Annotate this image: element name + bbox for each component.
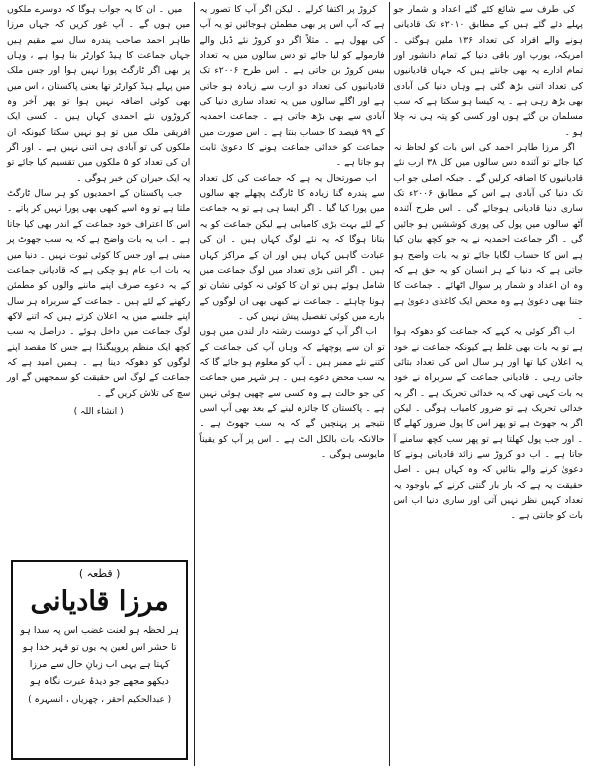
- paragraph: اب اگر کوئی یہ کہے کہ جماعت کو دھوکہ ہوا ہے تو یہ بات بھی غلط ہے کیونکہ جماعت نے خود یہ اعلان کیا تھا اور ہر سال اس کی تعداد بتائی جاتی رہی ۔ قادیانی جماعت کے سربراہ نے خود یہ بات کہی تھی کہ یہ خدائی تحریک ہے ۔ اگر یہ خدائی تحریک ہے تو ضرور کامیاب ہوگی ۔ لیکن اگر یہ جھوٹ ہے تو پھر اس کا پول ضرور کھلے گا ۔ اور جب پول کھلتا ہے تو پھر سب کچھ سامنے آ جاتا ہے ۔ اب دو کروڑ سے زائد قادیانی ہونے کا دعویٰ کرنے والے بتائیں کہ وہ کہاں ہیں ۔ اصل حقیقت یہ ہے کہ بار بار گنتی کرنے کے باوجود یہ تعداد کہیں نظر نہیں آتی اور ساری دنیا اب اس بات کو جانتی ہے ۔: [393, 326, 583, 522]
- paragraph: اب صورتحال یہ ہے کہ جماعت کی کل تعداد سے پندرہ گنا زیادہ کا ٹارگٹ پچھلے چھ سالوں میں پورا کیا گیا ۔ اگر ایسا ہی ہے تو یہ جماعت کے لئے بہت بڑی کامیابی ہے لیکن جماعت کو یہ بتانا ہوگا کہ یہ نئے لوگ کہاں ہیں ۔ ان کی عبادت گاہیں کہاں ہیں اور ان کے مراکز کہاں ہیں ۔ اگر اتنی بڑی تعداد میں لوگ جماعت میں شامل ہوئے ہیں تو ان کا کوئی نہ کوئی نشان تو ہونا چاہئے ۔ جماعت نے کبھی بھی ان لوگوں کے بارے میں کوئی تفصیل پیش نہیں کی ۔: [199, 172, 385, 322]
- poem-title: مرزا قادیانی: [30, 586, 169, 617]
- paragraph: میں ۔ ان کا یہ جواب ہوگا کہ دوسرے ملکوں میں ہوں گے ۔ آپ غور کریں کہ جہاں مرزا طاہر احمد صاحب پندرہ سال سے مقیم ہیں جہاں جماعت کا ہیڈ کوارٹر بنا ہوا ہے ، وہاں پر بھی اگر ٹارگٹ پورا نہیں ہوا اور جس ملک میں پہلے ہیڈ کوارٹر تھا یعنی پاکستان ، اس میں بھی کوئی اضافہ نہیں ہوا تو پھر آخر وہ کروڑوں نئے احمدی کہاں ہیں ۔ کسی ایک افریقی ملک میں تو ہو نہیں سکتا کیونکہ ان ملکوں کی تو آبادی ہی اتنی نہیں ہے ۔ اور اگر ان کی تعداد کو ۵ ملکوں میں تقسیم کیا جائے تو یہ ایک حیران کن خبر ہوگی ۔: [6, 4, 191, 184]
- paragraph: اگر مرزا طاہر احمد کی اس بات کو لحاظ نہ کیا جائے تو آئندہ دس سالوں میں کل ۳۸ ارب نئے قادیانیوں کا اضافہ کرلیں گے ۔ جبکہ اصلی جو اب تک دنیا کی آبادی ہے اس کے مطابق ۲۰۰۶ء تک ساری دنیا قادیانی ہوجائے گی ۔ اس طرح آئندہ آٹھ سالوں میں پول کی پوری کوششیں ہو جائیں گی ۔ اگر جماعت احمدیہ نے یہ جو کچھ بیان کیا ہے اس کا حساب لگایا جائے تو یہ بات واضح ہو جاتی ہے کہ دنیا کے ہر انسان کو یہ حق ہے کہ وہ ان اعداد و شمار پر سوال اٹھائے ۔ جماعت کا جتنا بھی دعویٰ ہے وہ محض ایک کاغذی دعویٰ ہے ۔: [393, 142, 583, 322]
- poem-line: تا حشر اس لعین پہ یوں تو قہر خدا ہو: [22, 642, 177, 653]
- poem-line: ہر لحظہ ہو لعنت غضب اس پہ سدا ہو: [20, 625, 179, 636]
- paragraph: کی طرف سے شائع کئے گئے اعداد و شمار جو پہلے دئے گئے ہیں کے مطابق ۲۰۱۰ء تک قادیانی ہونے والے افراد کی تعداد ۱۳۶ ملین ہوگئی ۔ امریکہ، یورپ اور باقی دنیا کے تمام دانشور اور تمام ادارے یہ بھی جانتے ہیں کہ جہاں قادیانیوں کی تعداد اتنی بڑھ گئی ہے وہاں دنیا کی آبادی بھی بڑھ رہی ہے ۔ یہ کیسا ہو سکتا ہے کہ سب مسلمان بن گئے ہوں اور کسی کو پتہ ہی نہ چلا ہو ۔: [393, 4, 583, 138]
- paragraph: جب پاکستان کے احمدیوں کو ہر سال ٹارگٹ ملتا ہے تو وہ اسے کبھی بھی پورا نہیں کر پاتے ۔ اس کا اعتراف خود جماعت کے اندر بھی کیا جاتا ہے ۔ اب یہ بات واضح ہے کہ یہ سب جھوٹ پر مبنی ہے اور جس کا کوئی ثبوت نہیں ۔ دنیا میں یہ بات اب عام ہو چکی ہے کہ قادیانی جماعت کے یہ دعوے صرف اپنے ماننے والوں کو مطمئن رکھنے کے لئے ہیں ۔ جماعت کے سربراہ ہر سال اپنے جلسے میں یہ اعلان کرتے ہیں کہ اتنے لاکھ لوگ جماعت میں داخل ہوئے ۔ دراصل یہ سب کچھ ایک منظم پروپیگنڈا ہے جس کا مقصد اپنے لوگوں کو دھوکہ دینا ہے ۔ ہمیں امید ہے کہ جماعت کے لوگ اس حقیقت کو سمجھیں گے اور سچ کی تلاش کریں گے ۔: [6, 188, 191, 399]
- article-column-middle: [195, 2, 388, 766]
- paragraph: اب اگر آپ کے دوست رشتہ دار لندن میں ہوں تو ان سے پوچھئے کہ وہاں آپ کی جماعت کے کتنے نئے ممبر ہیں ۔ آپ کو معلوم ہو جائے گا کہ یہ سب محض دعوے ہیں ۔ ہر شہر میں جماعت کی جو حالت ہے وہ کسی سے چھپی ہوئی نہیں ہے ۔ پاکستان کا جائزہ لینے کے بعد بھی آپ اسی نتیجے پر پہنچیں گے کہ یہ سب جھوٹ ہے ۔ حالانکہ بات بالکل الٹ ہے ۔ اس پر آپ کو یقیناً مایوسی ہوگی ۔: [199, 326, 385, 460]
- paragraph: کروڑ پر اکتفا کرلے ۔ لیکن اگر آپ کا تصور یہ ہے کہ آپ اس پر بھی مطمئن ہوجائیں تو یہ آپ کی بھول ہے ۔ مثلاً اگر دو کروڑ نئے ڈبل والے فارمولے کو لیا جائے تو دس سالوں میں یہ تعداد بیس کروڑ بن جاتی ہے ۔ اس طرح ۲۰۰۶ء تک قادیانیوں کی تعداد دو ارب سے زیادہ ہو جاتی ہے اور اگلے سالوں میں یہ تعداد ساری دنیا کی آبادی سے بھی بڑھ جاتی ہے ۔ جماعت احمدیہ کے ۹۹ فیصد کا حساب بنتا ہے ۔ اس صورت میں جماعت کو خدائی جماعت ہونے کا دعویٰ ثابت ہو جاتا ہے ۔: [199, 4, 385, 169]
- poem-author: ( عبدالحکیم احقر ، چھریاں ، انسہرہ ): [28, 695, 172, 705]
- poem-box: [11, 560, 188, 760]
- article-column-right: [390, 2, 587, 766]
- signoff: ( انشاء اللہ ): [73, 405, 124, 417]
- poem-line: کہتا ہے یہی اب زبانِ حال سے مرزا: [29, 659, 170, 670]
- poem-line: دیکھو مجھے جو دیدۂ عبرت نگاہ ہو: [30, 676, 169, 687]
- article-column-left: [3, 2, 194, 766]
- poem-heading: ( قطعہ ): [78, 567, 121, 580]
